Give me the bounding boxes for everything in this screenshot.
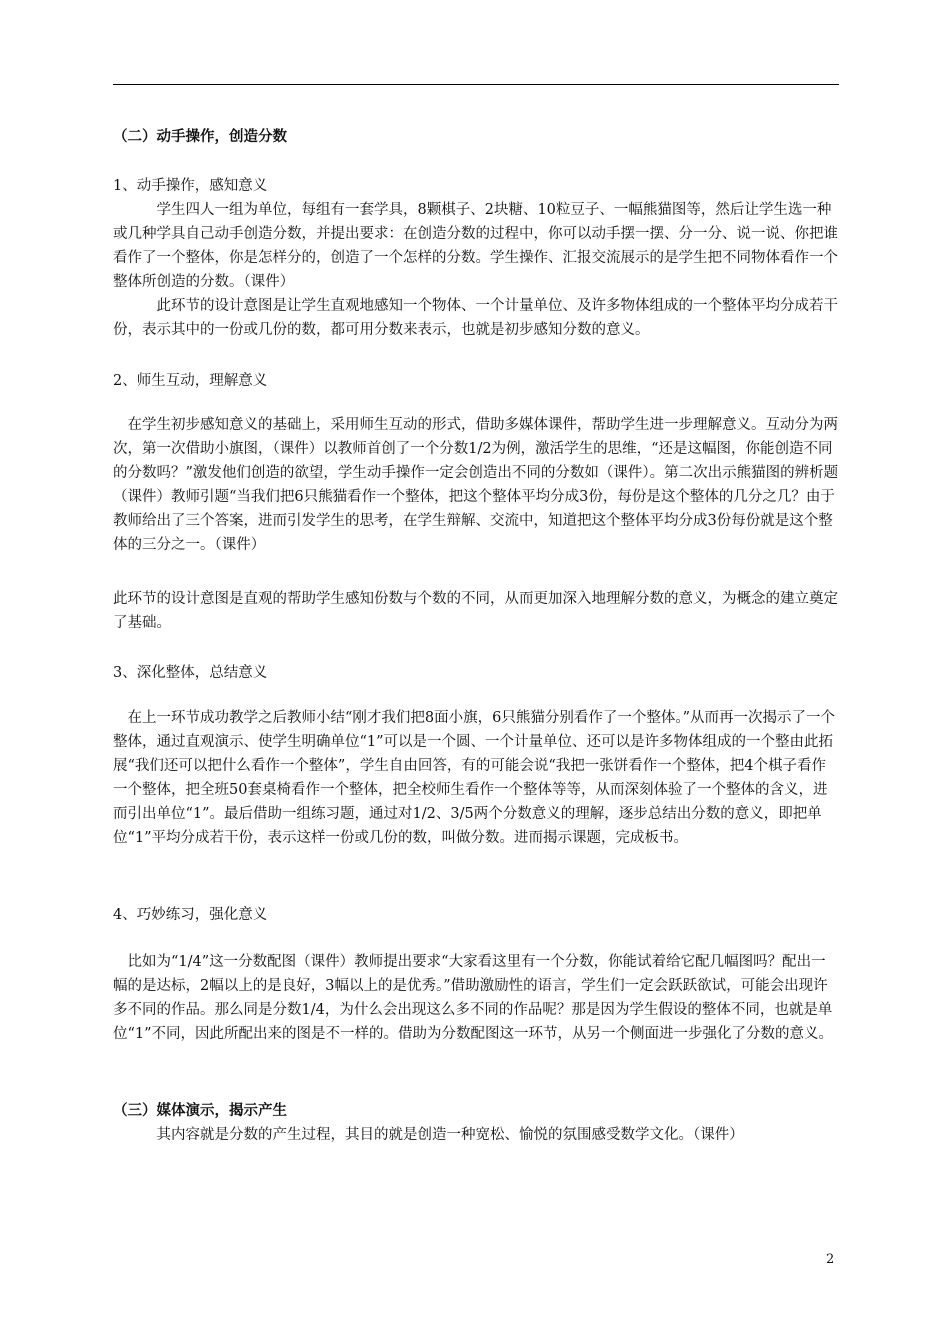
sub1-paragraph-2: 此环节的设计意图是让学生直观地感知一个物体、一个计量单位、及许多物体组成的一个整体平均分成若干份，表示其中的一份或几份的数，都可用分数来表示，也就是初步感知分数的意义。: [113, 298, 838, 338]
page-number: 2: [826, 1252, 835, 1267]
sub2-title: 2、师生互动，理解意义: [113, 373, 268, 389]
sub3-title: 3、深化整体，总结意义: [113, 665, 268, 681]
section2-heading: （二）动手操作，创造分数: [113, 128, 287, 145]
section3-heading: （三）媒体演示，揭示产生: [113, 1102, 287, 1119]
sub2-paragraph-2: 此环节的设计意图是直观的帮助学生感知份数与个数的不同，从而更加深入地理解分数的意义，为概念的建立奠定了基础。: [113, 591, 838, 631]
sub4-title: 4、巧妙练习，强化意义: [113, 907, 268, 923]
sub4-paragraph-1: 比如为“1/4”这一分数配图（课件）教师提出要求“大家看这里有一个分数，你能试着给它配几幅图吗？配出一幅的是达标，2幅以上的是良好，3幅以上的是优秀。”借助激励性的语言，学生们一定会跃跃欲试，可能会出现许多不同的作品。那么同是分数1/4，为什么会出现这么多不同的作品呢？那是因为学生假设的整体不同，也就是单位“1”不同，因此所配出来的图是不一样的。借助为分数配图这一环节，从另一个侧面进一步强化了分数的意义。: [113, 954, 834, 1042]
sub2-paragraph-1: 在学生初步感知意义的基础上，采用师生互动的形式，借助多媒体课件，帮助学生进一步理解意义。互动分为两次，第一次借助小旗图，（课件）以教师首创了一个分数1/2为例，激活学生的思维，“还是这幅图，你能创造不同的分数吗？”激发他们创造的欲望，学生动手操作一定会创造出不同的分数如（课件）。第二次出示熊猫图的辨析题（课件）教师引题“当我们把6只熊猫看作一个整体，把这个整体平均分成3份，每份是这个整体的几分之几？由于教师给出了三个答案，进而引发学生的思考，在学生辩解、交流中，知道把这个整体平均分成3份每份就是这个整体的三分之一。（课件）: [113, 417, 839, 553]
sub1-title: 1、动手操作，感知意义: [113, 178, 268, 194]
section3-paragraph-1: 其内容就是分数的产生过程，其目的就是创造一种宽松、愉悦的氛围感受数学文化。（课件）: [113, 1127, 744, 1143]
sub3-paragraph-1: 在上一环节成功教学之后教师小结“刚才我们把8面小旗，6只熊猫分别看作了一个整体。”从而再一次揭示了一个整体，通过直观演示、使学生明确单位“1”可以是一个圆、一个计量单位、还可以是许多物体组成的一个整由此拓展“我们还可以把什么看作一个整体”，学生自由回答，有的可能会说“我把一张饼看作一个整体，把4个棋子看作一个整体，把全班50套桌椅看作一个整体，把全校师生看作一个整体等等，从而深刻体验了一个整体的含义，进而引出单位“1”。最后借助一组练习题，通过对1/2、3/5两个分数意义的理解，逐步总结出分数的意义，即把单位“1”平均分成若干份，表示这样一份或几份的数，叫做分数。进而揭示课题，完成板书。: [113, 710, 836, 846]
header-rule: [113, 84, 839, 85]
sub1-paragraph-1: 学生四人一组为单位，每组有一套学具，8颗棋子、2块糖、10粒豆子、一幅熊猫图等，然后让学生选一种或几种学具自己动手创造分数，并提出要求：在创造分数的过程中，你可以动手摆一摆、分一分、说一说、你把谁看作了一个整体，你是怎样分的，创造了一个怎样的分数。学生操作、汇报交流展示的是学生把不同物体看作一个整体所创造的分数。（课件）: [113, 202, 838, 290]
